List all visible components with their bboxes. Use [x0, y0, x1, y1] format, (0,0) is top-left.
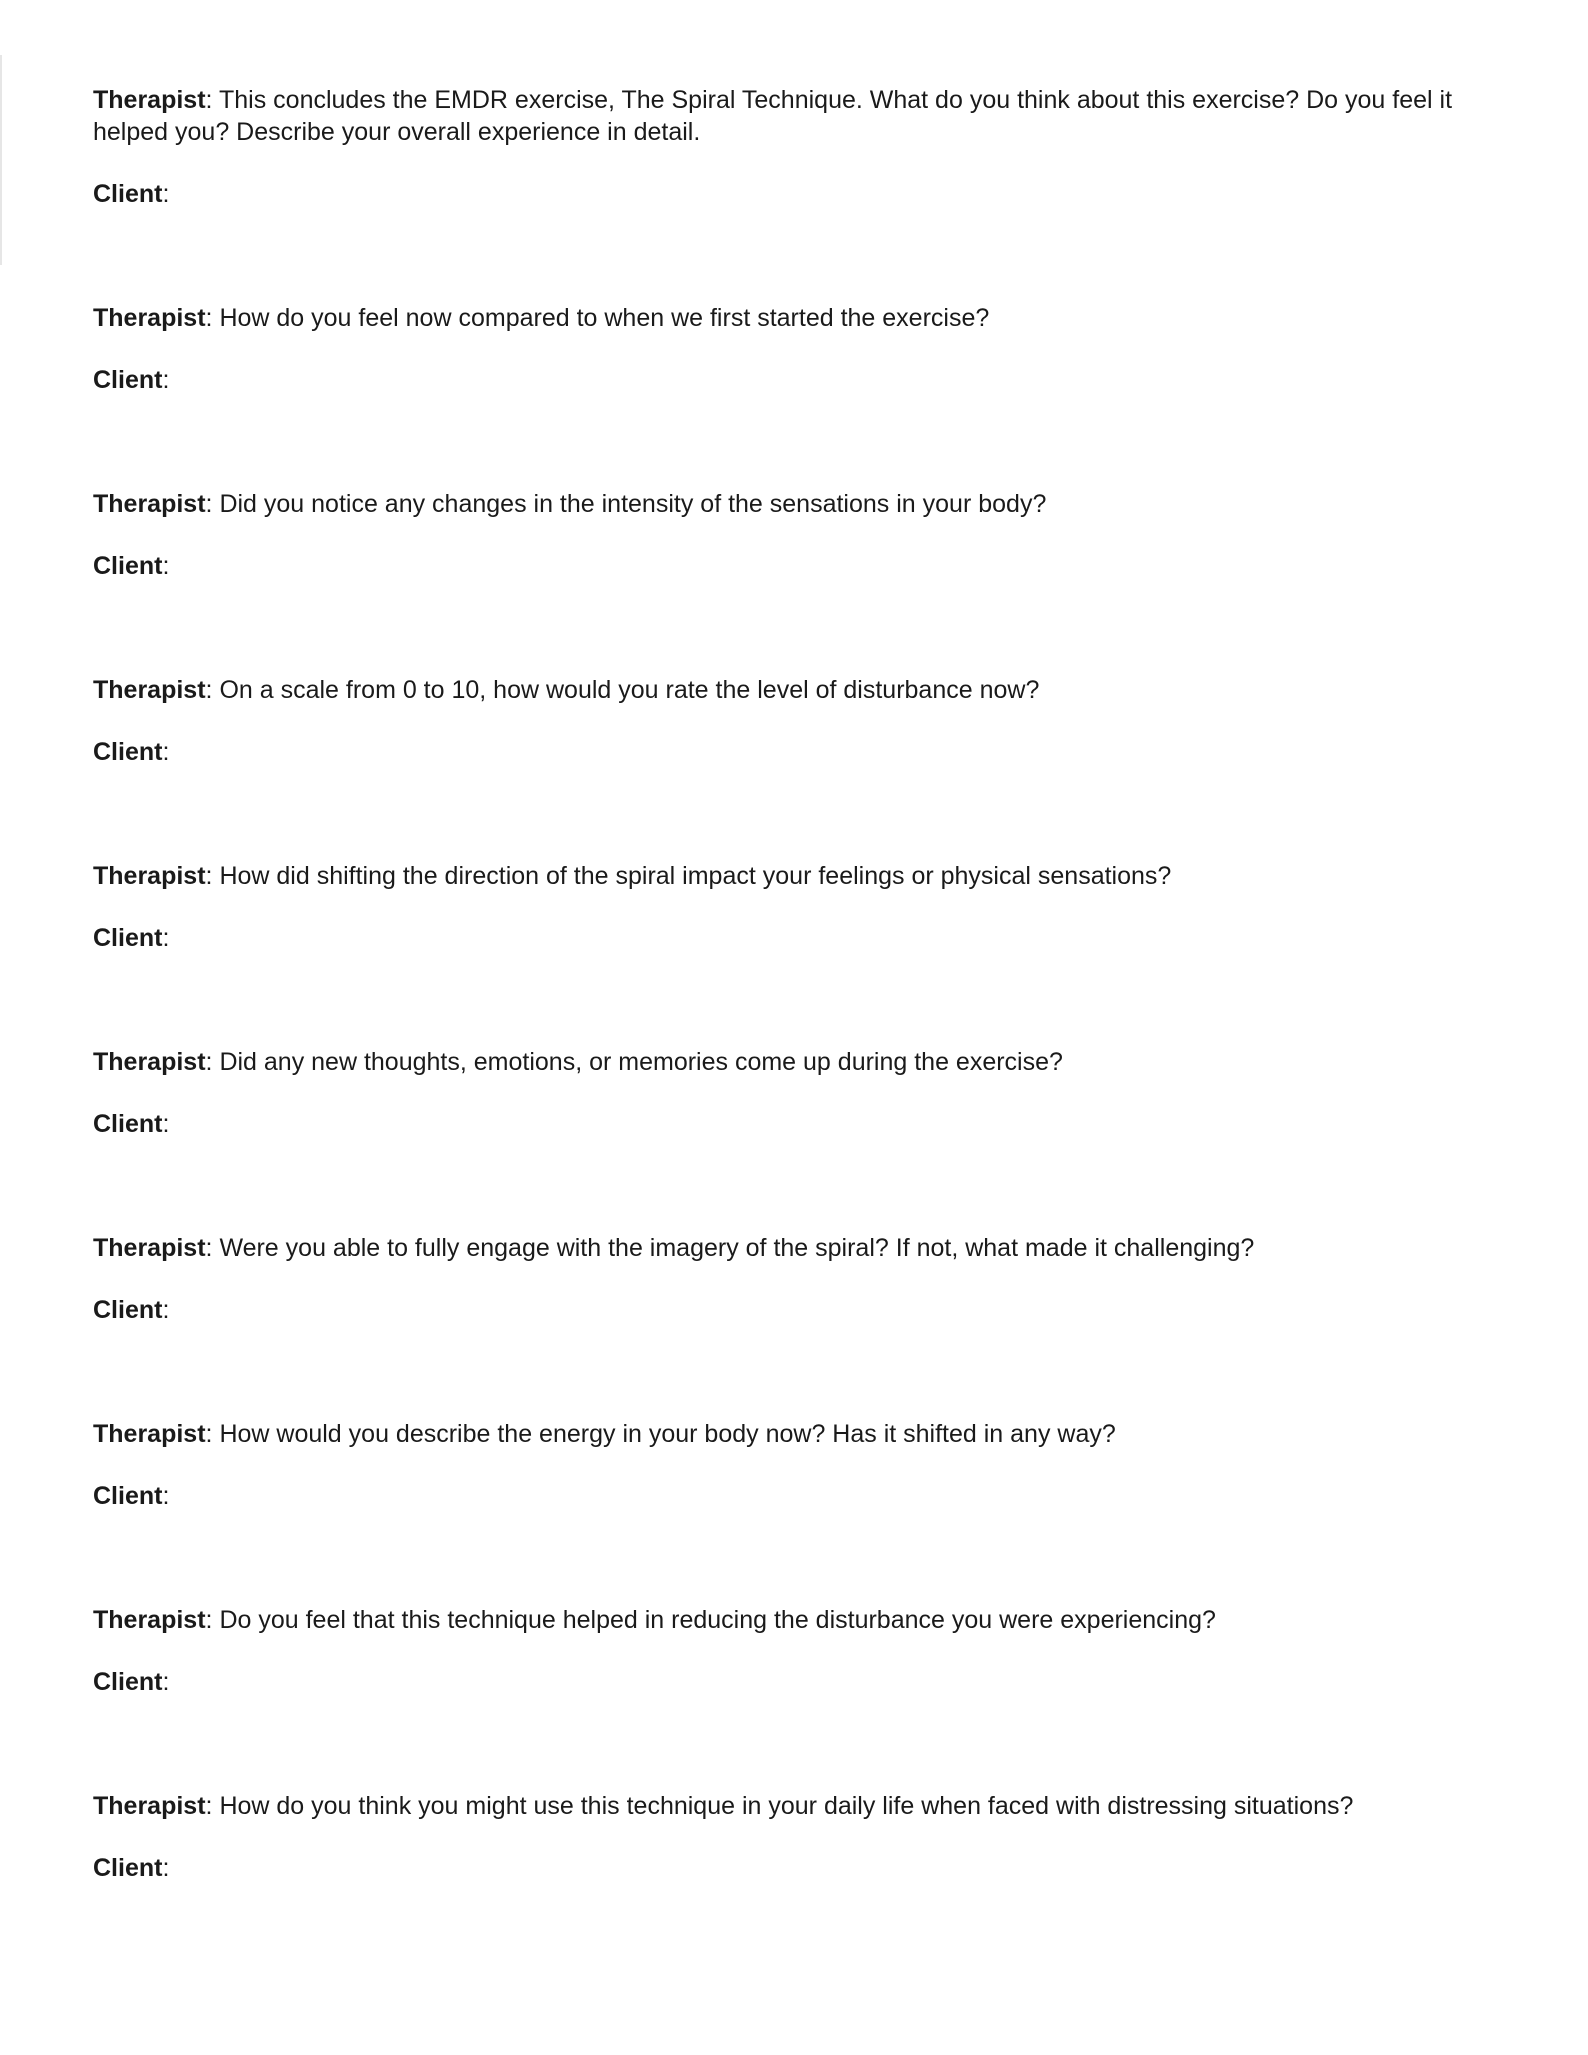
exchange-8 — [93, 1418, 1493, 1604]
client-label: Client — [93, 1854, 163, 1882]
label-separator: : — [205, 86, 213, 114]
therapist-line — [93, 1418, 1493, 1450]
client-label: Client — [93, 1296, 163, 1324]
worksheet-page — [93, 84, 1493, 1976]
therapist-line — [93, 1790, 1493, 1822]
label-separator: : — [162, 924, 170, 952]
label-separator: : — [162, 1668, 170, 1696]
margin-rule — [0, 55, 2, 265]
therapist-line — [93, 488, 1493, 520]
exchange-9 — [93, 1604, 1493, 1790]
label-separator: : — [205, 1234, 213, 1262]
therapist-label: Therapist — [93, 1420, 206, 1448]
therapist-label: Therapist — [93, 86, 206, 114]
therapist-question: Did you notice any changes in the intensity of the sensations in your body? — [219, 490, 1047, 518]
therapist-label: Therapist — [93, 1792, 206, 1820]
label-separator: : — [162, 552, 170, 580]
therapist-question: How do you feel now compared to when we first started the exercise? — [219, 304, 990, 332]
label-separator: : — [205, 490, 213, 518]
client-line — [93, 922, 1493, 954]
exchange-1 — [93, 84, 1493, 302]
client-label: Client — [93, 1482, 163, 1510]
client-label: Client — [93, 366, 163, 394]
therapist-question: On a scale from 0 to 10, how would you rate the level of disturbance now? — [219, 676, 1040, 704]
client-label: Client — [93, 1110, 163, 1138]
client-line — [93, 1480, 1493, 1512]
client-line — [93, 178, 1493, 210]
therapist-label: Therapist — [93, 1606, 206, 1634]
client-label: Client — [93, 1668, 163, 1696]
therapist-label: Therapist — [93, 1048, 206, 1076]
label-separator: : — [205, 1420, 213, 1448]
therapist-question: Were you able to fully engage with the imagery of the spiral? If not, what made it challenging? — [219, 1234, 1255, 1262]
therapist-label: Therapist — [93, 676, 206, 704]
client-label: Client — [93, 738, 163, 766]
therapist-label: Therapist — [93, 862, 206, 890]
therapist-line — [93, 674, 1493, 706]
client-line — [93, 550, 1493, 582]
label-separator: : — [162, 180, 170, 208]
therapist-question: How do you think you might use this technique in your daily life when faced with distressing situations? — [219, 1792, 1354, 1820]
exchange-7 — [93, 1232, 1493, 1418]
exchange-10 — [93, 1790, 1493, 1976]
label-separator: : — [162, 1482, 170, 1510]
exchange-3 — [93, 488, 1493, 674]
label-separator: : — [162, 1110, 170, 1138]
therapist-line — [93, 84, 1493, 148]
label-separator: : — [205, 304, 213, 332]
client-line — [93, 364, 1493, 396]
therapist-question: Did any new thoughts, emotions, or memories come up during the exercise? — [219, 1048, 1063, 1076]
label-separator: : — [205, 1048, 213, 1076]
label-separator: : — [162, 366, 170, 394]
therapist-question: How would you describe the energy in your body now? Has it shifted in any way? — [219, 1420, 1116, 1448]
label-separator: : — [205, 676, 213, 704]
therapist-label: Therapist — [93, 1234, 206, 1262]
client-line — [93, 1852, 1493, 1884]
therapist-line — [93, 1604, 1493, 1636]
therapist-question: Do you feel that this technique helped in reducing the disturbance you were experiencing? — [219, 1606, 1216, 1634]
exchange-5 — [93, 860, 1493, 1046]
client-line — [93, 1294, 1493, 1326]
therapist-line — [93, 302, 1493, 334]
label-separator: : — [205, 862, 213, 890]
client-label: Client — [93, 552, 163, 580]
label-separator: : — [162, 738, 170, 766]
label-separator: : — [205, 1792, 213, 1820]
client-line — [93, 736, 1493, 768]
therapist-question: How did shifting the direction of the spiral impact your feelings or physical sensations? — [219, 862, 1172, 890]
therapist-line — [93, 1046, 1493, 1078]
therapist-line — [93, 860, 1493, 892]
exchange-4 — [93, 674, 1493, 860]
label-separator: : — [205, 1606, 213, 1634]
therapist-label: Therapist — [93, 304, 206, 332]
label-separator: : — [162, 1854, 170, 1882]
therapist-label: Therapist — [93, 490, 206, 518]
client-label: Client — [93, 924, 163, 952]
client-line — [93, 1108, 1493, 1140]
therapist-line — [93, 1232, 1493, 1264]
client-label: Client — [93, 180, 163, 208]
therapist-question: This concludes the EMDR exercise, The Spiral Technique. What do you think about this exercise? Do you feel it helped you? Describe your overall experience in detail. — [93, 86, 1453, 146]
exchange-2 — [93, 302, 1493, 488]
exchange-6 — [93, 1046, 1493, 1232]
label-separator: : — [162, 1296, 170, 1324]
client-line — [93, 1666, 1493, 1698]
